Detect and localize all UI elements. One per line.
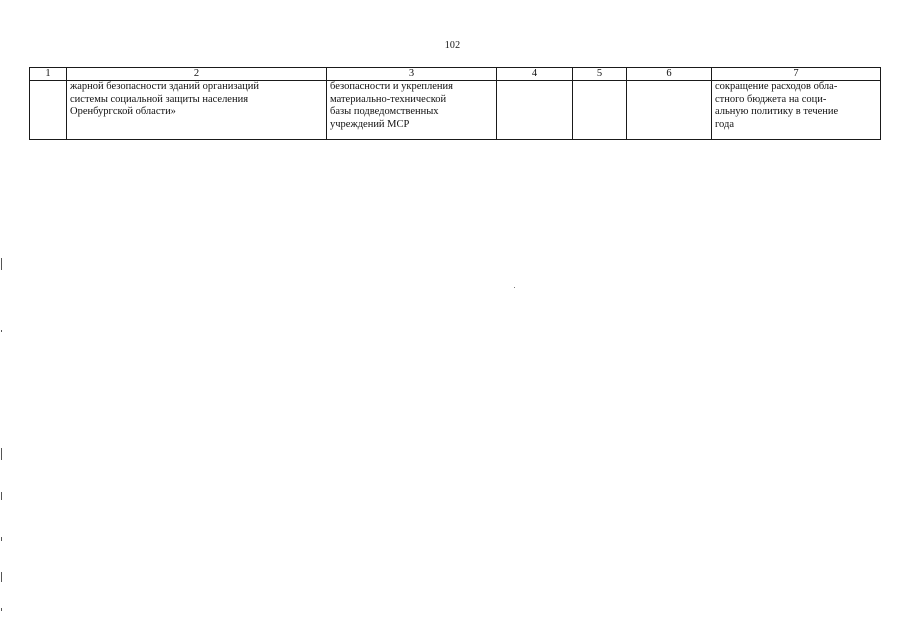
scan-artifact-mark — [1, 330, 2, 332]
column-header-2: 2 — [67, 68, 327, 81]
scan-artifact-mark — [1, 537, 2, 541]
cell-text-col3: безопасности и укрепления материально-технической базы подведомственных учреждений МСР — [330, 81, 453, 130]
document-table — [29, 67, 881, 140]
column-header-1: 1 — [30, 68, 67, 81]
scan-artifact-mark — [1, 258, 2, 270]
column-header-3: 3 — [327, 68, 497, 81]
table-cell-col3 — [327, 81, 497, 140]
table-cell-col2 — [67, 81, 327, 140]
table-cell-col6 — [627, 81, 712, 140]
table-cell-col7 — [712, 81, 881, 140]
scan-artifact-speck — [514, 287, 515, 288]
column-header-5: 5 — [573, 68, 627, 81]
column-header-7: 7 — [712, 68, 881, 81]
cell-text-col7: сокращение расходов обла- стного бюджета на соци- альную политику в течение года — [715, 81, 839, 130]
table-cell-col1 — [30, 81, 67, 140]
scan-artifact-mark — [1, 492, 2, 500]
scan-artifact-mark — [1, 572, 2, 582]
column-header-4: 4 — [497, 68, 573, 81]
column-header-6: 6 — [627, 68, 712, 81]
table-cell-col5 — [573, 81, 627, 140]
table-cell-col4 — [497, 81, 573, 140]
table-row — [30, 81, 881, 140]
table-header-row — [30, 68, 881, 81]
scan-artifact-mark — [1, 608, 2, 611]
scan-artifact-mark — [1, 448, 2, 460]
cell-text-col2: жарной безопасности зданий организаций системы социальной защиты населения Оренбургской области» — [70, 81, 259, 118]
page-number: 102 — [444, 40, 461, 51]
